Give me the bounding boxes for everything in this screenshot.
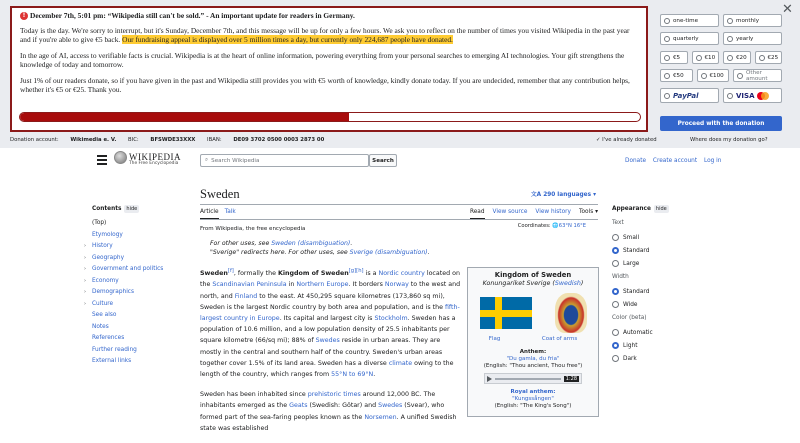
close-icon[interactable]: ✕ [782,2,793,17]
radio-icon [759,55,765,61]
toc-item-culture[interactable]: › Culture [92,299,192,311]
paypal-option[interactable] [660,88,719,103]
site-sub: From Wikipedia, the free encyclopedia [200,226,306,232]
text-small-option[interactable]: Small [612,231,672,244]
mastercard-icon [757,92,769,100]
radio-icon [664,93,670,99]
chevron-right-icon[interactable]: › [84,300,86,307]
alert-icon: ! [20,12,28,20]
radio-icon [664,55,670,61]
appearance-heading: Appearance hide [612,206,667,212]
bank-info: Donation account: Wikimedia e. V. BIC: BFSWDE33XXX IBAN: DE09 3702 0500 0003 2873 00 [10,137,325,143]
appeal-paragraph-1: Today is the day. We're sorry to interrupt, but it's Sunday, December 7th, and this message will be up for only a few hours. We ask you to reflect on the number of times you visited Wikipedia in the past year and if you're able to give €5 back. Our fundraising appeal is displayed over 5 million times a day, but currently only 224,687 people have donated. [20,26,630,45]
coordinates: Coordinates: 🌐63°N 16°E [517,223,586,229]
toc-item-further-reading[interactable]: Further reading [92,346,137,353]
paypal-logo: PayPal [673,91,699,100]
wikipedia-wordmark[interactable]: WIKIPEDIA [129,152,181,162]
create-account-link[interactable]: Create account [652,158,698,164]
text-large-option[interactable]: Large [612,257,672,270]
infobox-title: Kingdom of Sweden [494,271,572,279]
main-menu-icon[interactable] [97,155,107,167]
donate-link[interactable]: Donate [625,158,647,164]
login-link[interactable]: Log in [703,158,722,164]
search-button[interactable]: Search [369,154,397,167]
royal-anthem-block: Royal anthem: "Kungssången" (English: "The King's Song") [494,389,572,409]
toc-item-references[interactable]: References [92,335,125,341]
appeal-highlight: Our fundraising appeal is displayed over 5 million times a day, but currently only 224,687 people have donated. [122,35,453,45]
hatnote: For other uses, see Sweden (disambiguation). "Sverige" redirects here. For other uses, see Sverige (disambiguation). [210,240,430,256]
width-wide-option[interactable]: Wide [612,298,672,311]
radio-icon [664,73,670,79]
radio-icon [737,73,743,79]
toc-item-demographics[interactable]: › Demographics [92,287,192,299]
text-standard-option[interactable]: Standard [612,244,672,257]
radio-icon [664,18,670,24]
audio-track[interactable] [495,378,561,380]
article [200,187,598,443]
table-of-contents [84,205,192,368]
page-title: Sweden 文A 290 languages ▾ [200,187,598,205]
width-standard-option[interactable]: Standard [612,285,672,298]
disambiguation-link[interactable]: Sweden (disambiguation) [271,240,351,247]
site-header [0,148,800,174]
wikipedia-globe-logo[interactable] [114,151,127,164]
amount-5[interactable]: €5 [660,51,688,64]
sverige-disambiguation-link[interactable]: Sverige (disambiguation) [349,249,428,256]
flag-of-sweden[interactable] [480,297,532,329]
user-links [625,158,726,164]
play-icon[interactable] [487,376,492,382]
color-automatic-option[interactable]: Automatic [612,326,672,339]
radio-icon [727,18,733,24]
article-body [200,266,462,434]
amount-100[interactable]: €100 [697,69,730,82]
toc-item-etymology[interactable]: Etymology [92,231,123,238]
translate-icon: 文A [530,192,542,198]
radio-icon [727,36,733,42]
card-option[interactable] [723,88,782,103]
toc-item-notes[interactable]: Notes [92,323,109,330]
lead-paragraph: Sweden[f], formally the Kingdom of Sweden[g][h] is a Nordic country located on the Scandinavian Peninsula in Northern Europe. It borders Norway to the west and north, and Finland to the east. At 450,295 square kilometres (173,860 sq mi), Sweden is the largest Nordic country by both area and population, and is the fifth-largest country in Europe. Its capital and largest city is Stockholm. Sweden has a population of 10.6 million, and a low population density of 25.5 inhabitants per square kilometre (66/sq mi); 88% of Swedes reside in urban areas. They are mostly in the central and southern half of the country. Sweden's urban areas together cover 1.5% of its land area. Sweden has a diverse climate owing to the length of the country, which ranges from 55°N to 69°N. [200,268,461,378]
chevron-right-icon[interactable]: › [84,254,86,261]
language-button[interactable]: 文A 290 languages ▾ [530,192,596,198]
where-donation-link[interactable]: Where does my donation go? [690,137,768,143]
tab-view-source[interactable]: View source [492,209,528,215]
color-light-option[interactable]: Light [612,339,672,352]
proceed-donation-button[interactable]: Proceed with the donation [660,116,782,131]
appearance-panel: Appearance hide Text Small Standard Large Width Standard Wide Color (beta) Automatic Light Dark [612,205,672,365]
flag-caption[interactable]: Flag [488,336,501,342]
amount-50[interactable]: €50 [660,69,693,82]
donation-form [660,14,782,108]
appeal-title: ! December 7th, 5:01 pm: “Wikipedia still can't be sold.” - An important update for readers in Germany. [20,11,638,20]
coat-of-arms[interactable] [555,293,587,333]
appeal-paragraph-2: In the age of AI, access to verifiable facts is crucial. Wikipedia is at the heart of online information, powering everything from your personal searches to emerging AI technologies. Your gift strengthens the knowledge of today and tomorrow. [20,51,625,70]
donation-progress-bar [19,112,641,122]
fundraising-banner [0,0,800,148]
page-tabs [200,209,598,220]
anthem-block: Anthem: "Du gamla, du fria" (English: "Thou ancient, Thou free") [483,349,583,369]
native-name: Konungariket Sverige (Swedish) [482,280,584,287]
appearance-hide-button[interactable]: hide [655,206,667,212]
tab-read[interactable]: Read [470,209,485,219]
chevron-right-icon[interactable]: › [84,266,86,272]
wikipedia-tagline: The Free Encyclopedia [129,161,179,166]
audio-duration: 1:28 [565,375,577,382]
amount-25[interactable]: €25 [755,51,783,64]
other-amount-input[interactable]: Other amount [733,69,782,82]
radio-icon [727,55,733,61]
history-paragraph: Sweden has been inhabited since prehistoric times around 12,000 BC. The inhabitants emerged as the Geats (Swedish: Götar) and Swedes (Svear), who formed part of the sea-faring peoples known as the Norsemen. A unified Swedish state was established [200,391,457,432]
toc-item-government[interactable]: › Government and politics [92,264,192,276]
freq-yearly[interactable]: yearly [723,32,782,45]
progress-fill [20,113,349,121]
radio-icon [701,73,707,79]
coat-caption[interactable]: Coat of arms [541,336,578,342]
search-input[interactable]: ⌕ Search Wikipedia [200,154,369,167]
tab-talk[interactable]: Talk [224,209,236,215]
toc-item-top[interactable]: (Top) [92,220,107,226]
tab-article[interactable]: Article [200,209,219,219]
radio-icon [727,93,733,99]
toc-item-history[interactable]: › History [92,241,192,253]
amount-20[interactable]: €20 [723,51,751,64]
tools-menu[interactable]: Tools ▾ [578,209,598,215]
coordinates-link[interactable]: 63°N 16°E [558,223,586,229]
chevron-down-icon: ▾ [595,209,598,215]
tab-view-history[interactable]: View history [535,209,571,215]
already-donated-link[interactable]: ✓ I've already donated [596,137,657,143]
color-dark-option[interactable]: Dark [612,352,672,365]
globe-icon: 🌐 [552,223,559,229]
audio-player[interactable] [484,373,582,384]
amount-10[interactable]: €10 [692,51,720,64]
check-icon: ✓ [596,137,601,143]
appeal-paragraph-3: Just 1% of our readers donate, so if you have given in the past and Wikipedia still provides you with €5 worth of knowledge, kindly donate today. If you are undecided, remember that any contribution helps, whether it's €5 or €25. Thank you. [20,76,630,95]
visa-logo: VISA [736,91,755,100]
freq-quarterly[interactable]: quarterly [660,32,719,45]
toc-item-geography[interactable]: › Geography [92,253,192,265]
toc-item-external-links[interactable]: External links [92,358,132,364]
radio-icon [696,55,702,61]
chevron-right-icon[interactable]: › [84,277,86,284]
search-icon: ⌕ [205,157,209,163]
chevron-right-icon[interactable]: › [84,289,86,295]
chevron-right-icon[interactable]: › [84,243,86,249]
toc-item-see-also[interactable]: See also [92,312,117,318]
toc-hide-button[interactable]: hide [126,206,138,212]
radio-icon [664,36,670,42]
toc-item-economy[interactable]: › Economy [92,276,192,288]
infobox [467,267,599,417]
toc-heading: Contents hide [92,206,138,212]
appeal-message-box [10,6,648,132]
freq-one-time[interactable]: one-time [660,14,719,27]
freq-monthly[interactable]: monthly [723,14,782,27]
